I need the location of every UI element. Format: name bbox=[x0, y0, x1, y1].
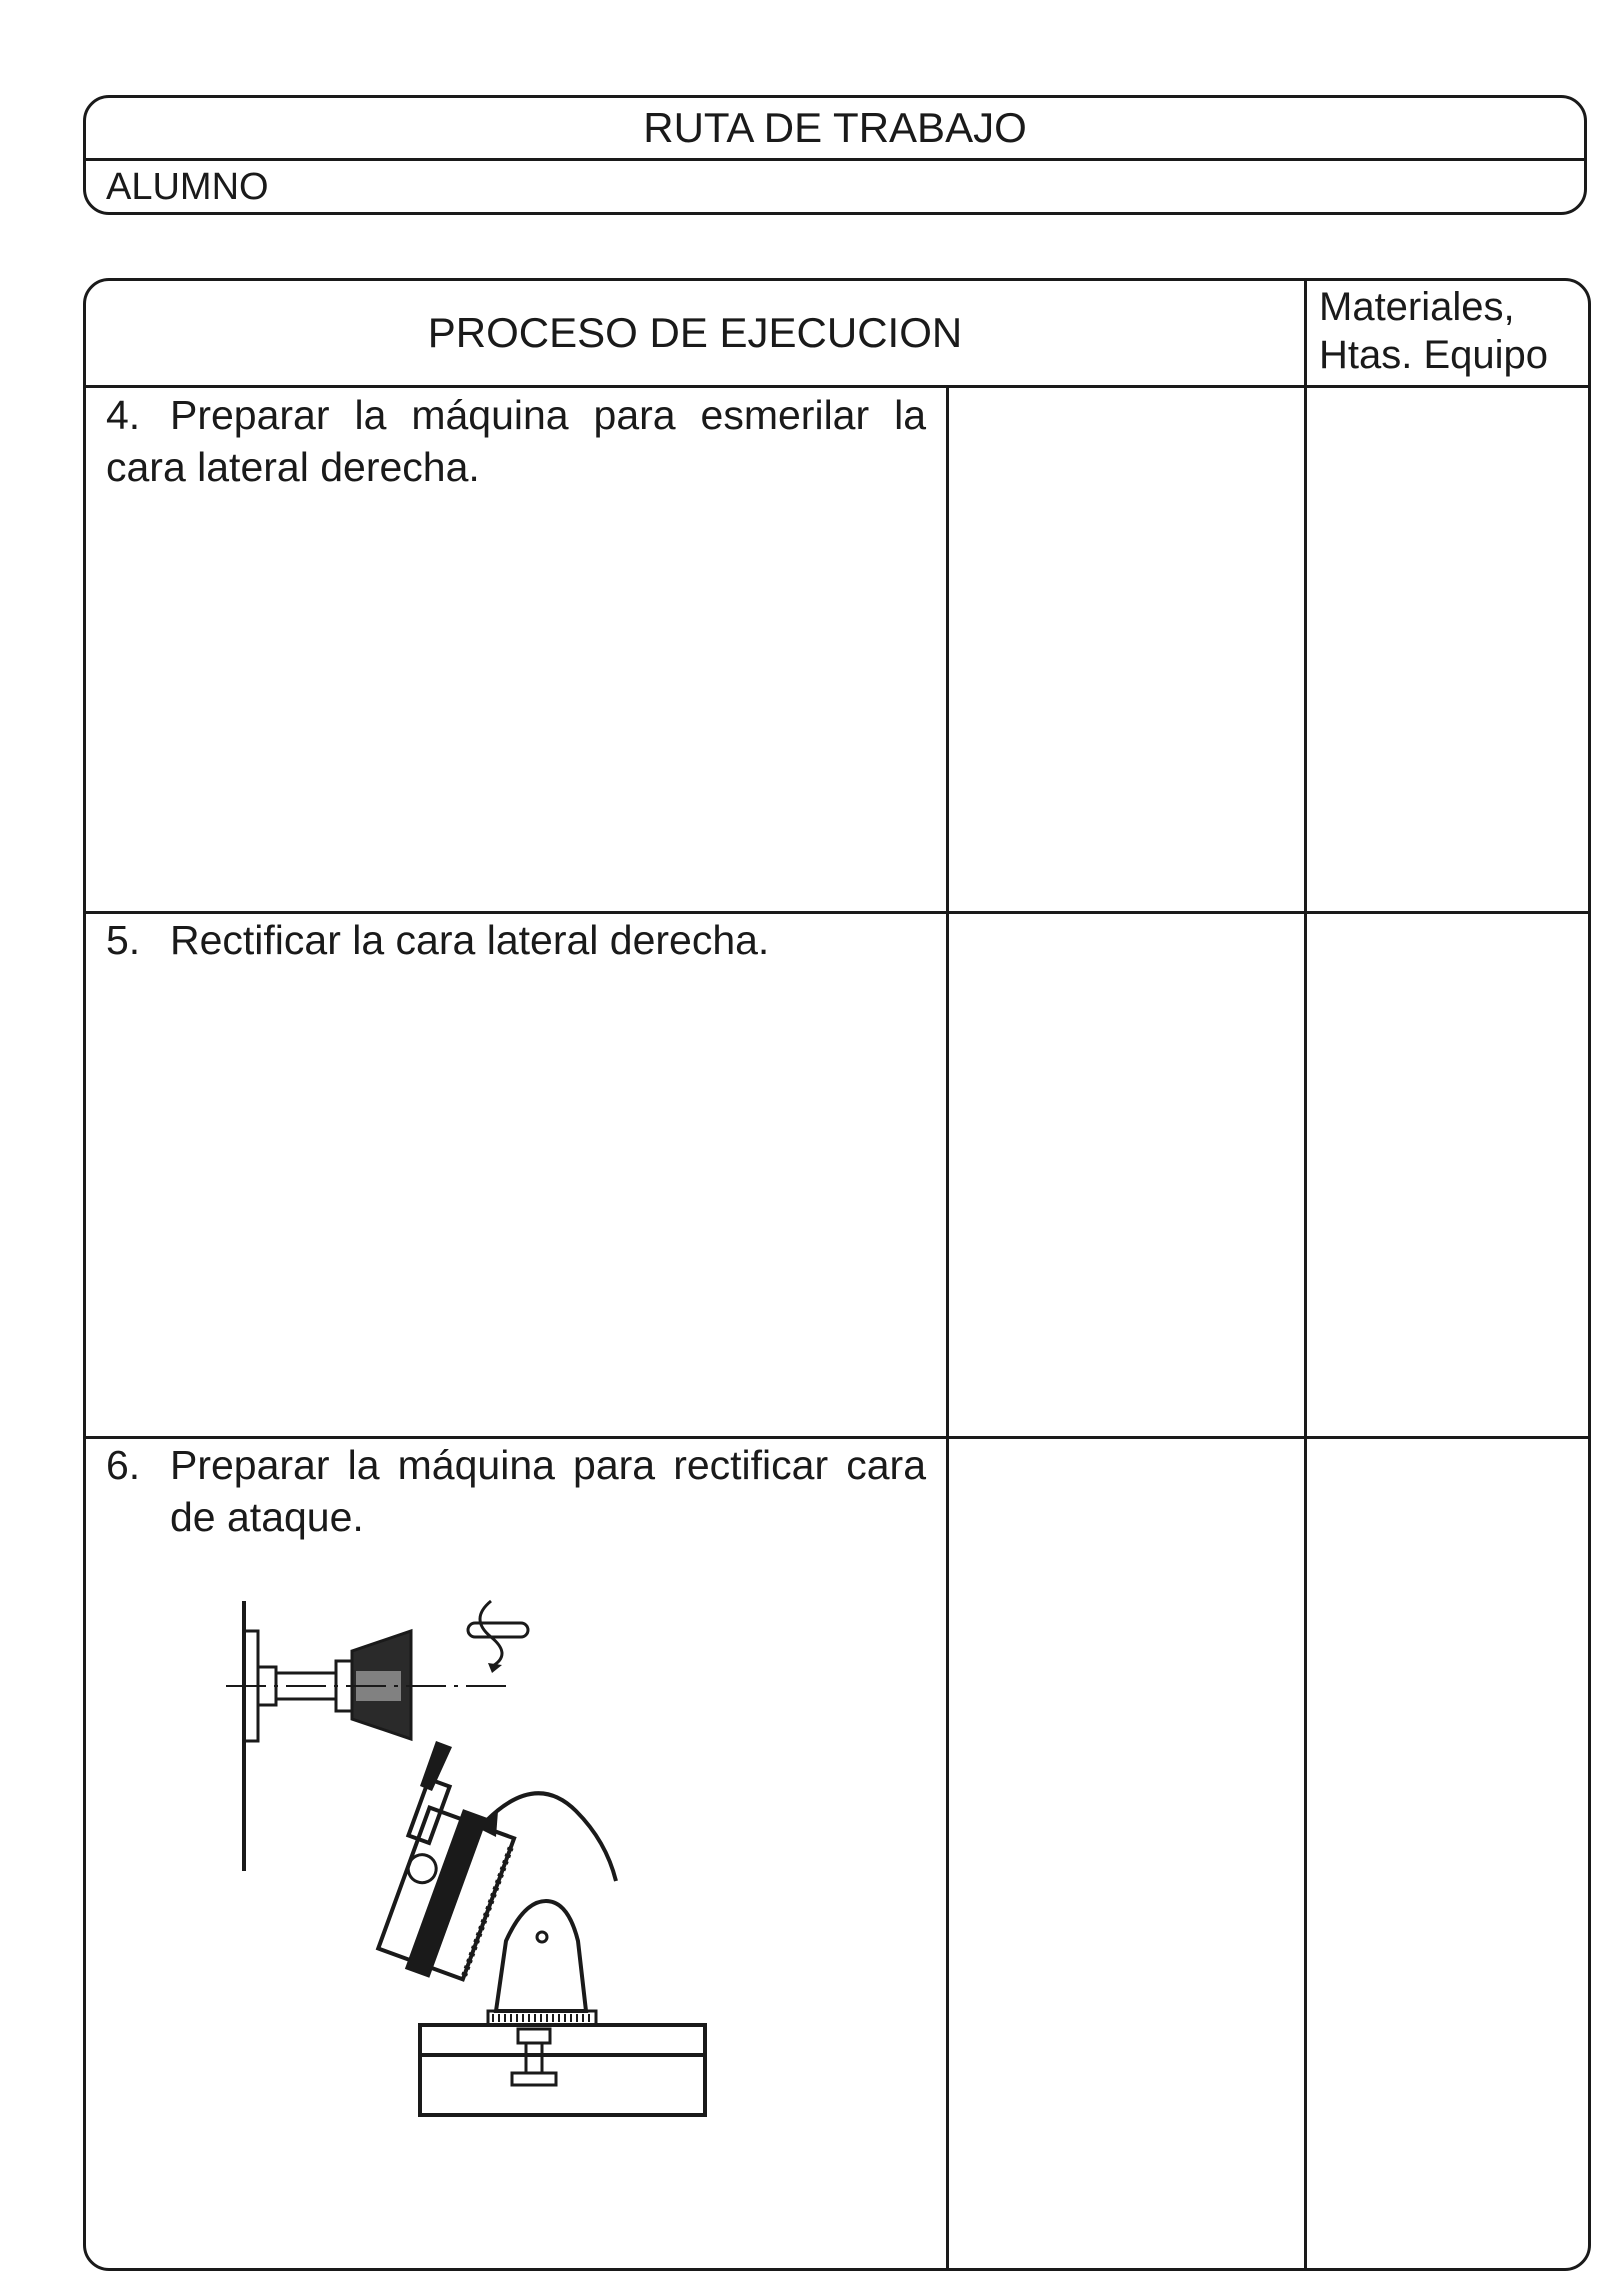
step-number: 4. bbox=[106, 392, 141, 438]
column-header-materials bbox=[1304, 281, 1588, 385]
step-row-5 bbox=[106, 914, 926, 966]
step-number: 5. bbox=[106, 917, 141, 963]
table-header-row bbox=[86, 281, 1588, 388]
materials-header-line1: Materiales, bbox=[1319, 285, 1515, 329]
header-box bbox=[83, 95, 1587, 215]
column-divider-right bbox=[1304, 385, 1307, 2268]
column-header-process: PROCESO DE EJECUCION bbox=[427, 309, 963, 356]
student-label: ALUMNO bbox=[106, 166, 269, 208]
tool-grinder-illustration bbox=[206, 1581, 856, 2171]
step-text: Rectificar la cara lateral derecha. bbox=[170, 917, 770, 963]
step-text: Preparar la máquina para rectificar cara de ataque. bbox=[170, 1442, 926, 1540]
column-divider-middle bbox=[946, 385, 949, 2268]
work-route-table bbox=[83, 278, 1591, 2271]
materials-header-line2: Htas. Equipo bbox=[1319, 333, 1549, 377]
row-divider-1-right bbox=[948, 911, 1588, 914]
step-row-6 bbox=[106, 1439, 926, 1543]
step-text: Preparar la máquina para esmerilar la cara lateral derecha. bbox=[106, 392, 926, 490]
page-title: RUTA DE TRABAJO bbox=[86, 98, 1584, 161]
step-row-4 bbox=[106, 389, 926, 493]
step-number: 6. bbox=[106, 1442, 141, 1488]
